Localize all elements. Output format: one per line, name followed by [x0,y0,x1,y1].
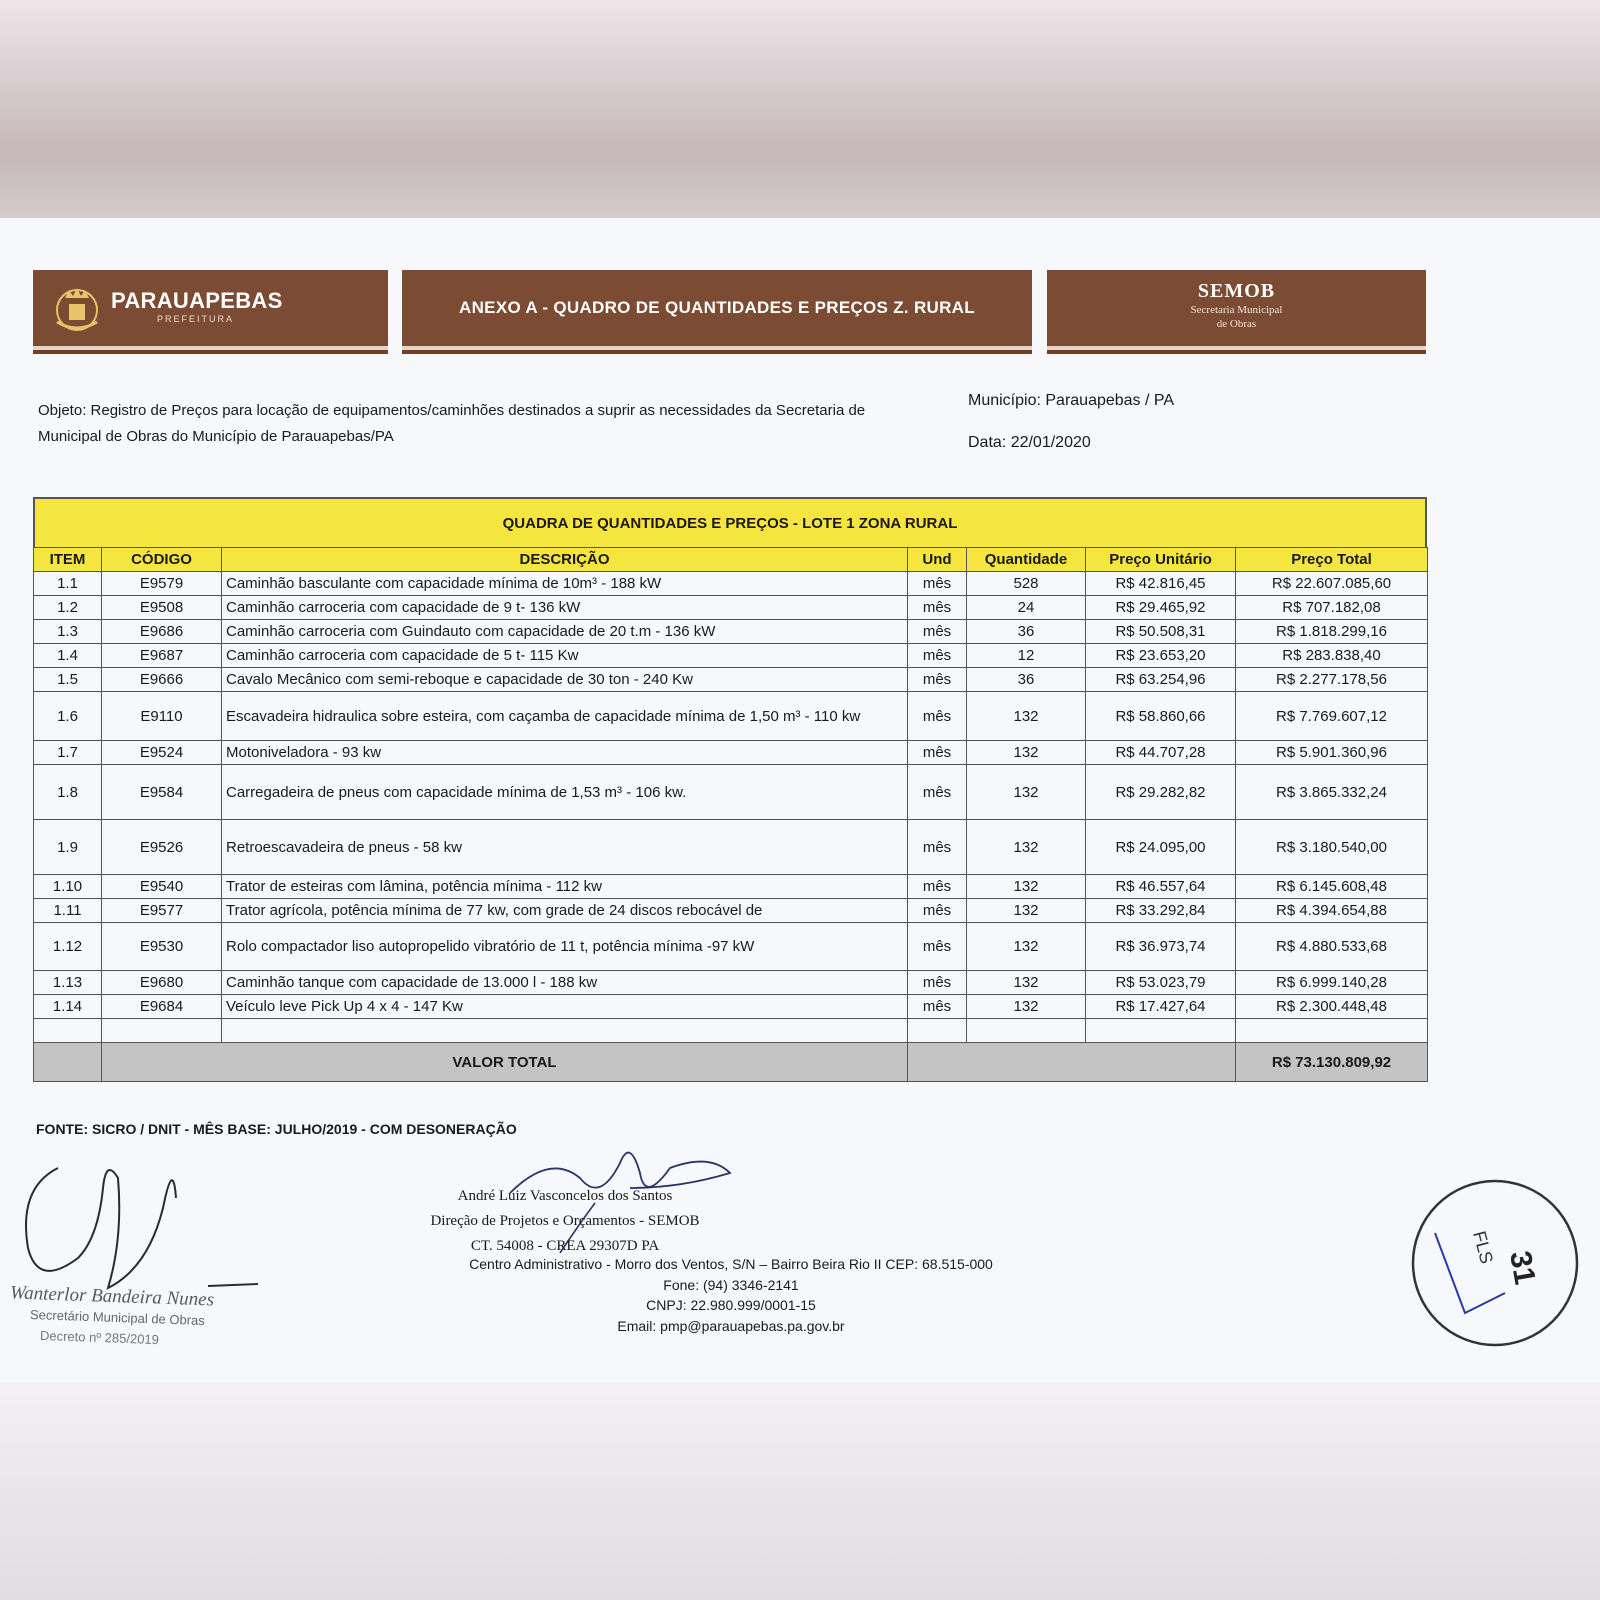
photo-background-bottom [0,1382,1600,1600]
contact-cnpj: CNPJ: 22.980.999/0001-15 [646,1297,816,1313]
table-row [34,899,1428,923]
cell-und: mês [908,668,967,692]
semob-subtitle-2: de Obras [1216,318,1257,330]
table-row [34,765,1428,820]
cell-codigo: E9524 [102,741,222,765]
cell-preco-total: R$ 283.838,40 [1236,644,1428,668]
cell-preco-unitario: R$ 29.282,82 [1086,765,1236,820]
table-row [34,644,1428,668]
table-row [34,572,1428,596]
price-table [33,547,1428,1082]
signer-left-decree: Decreto nº 285/2019 [39,1327,160,1348]
cell-und: mês [908,923,967,971]
cell-quantidade: 24 [967,596,1086,620]
cell-descricao: Caminhão carroceria com Guindauto com capacidade de 20 t.m - 136 kW [222,620,908,644]
cell-preco-total: R$ 7.769.607,12 [1236,692,1428,741]
col-header-preco-total: Preço Total [1236,548,1428,572]
objeto-text: Objeto: Registro de Preços para locação de equipamentos/caminhões destinados a suprir as necessidades da Secretaria de Municipal de Obras do Município de Parauapebas/PA [38,402,866,445]
cell-quantidade: 132 [967,995,1086,1019]
document-page [0,218,1600,1382]
cell-descricao: Trator agrícola, potência mínima de 77 kw, com grade de 24 discos rebocável de [222,899,908,923]
cell-preco-unitario: R$ 29.465,92 [1086,596,1236,620]
signer-left-name: Wanterlor Bandeira Nunes [9,1282,215,1311]
cell-und: mês [908,765,967,820]
cell-item: 1.13 [34,971,102,995]
col-header-und: Und [908,548,967,572]
logo-subtitle: PREFEITURA [157,314,235,324]
cell-preco-total: R$ 1.818.299,16 [1236,620,1428,644]
signer-center-reg: CT. 54008 - CREA 29307D PA [470,1238,660,1254]
cell-item: 1.10 [34,875,102,899]
header-semob-bar [1047,270,1426,350]
document-title: ANEXO A - QUADRO DE QUANTIDADES E PREÇOS Z. RURAL [459,298,975,317]
cell-quantidade: 36 [967,620,1086,644]
cell-codigo: E9508 [102,596,222,620]
cell-quantidade: 528 [967,572,1086,596]
cell-codigo: E9684 [102,995,222,1019]
date-text: Data: 22/01/2020 [968,434,1091,451]
cell-und: mês [908,971,967,995]
cell-item: 1.5 [34,668,102,692]
cell-item: 1.12 [34,923,102,971]
cell-descricao: Motoniveladora - 93 kw [222,741,908,765]
contact-block [418,1254,1044,1336]
table-row [34,971,1428,995]
cell-quantidade: 12 [967,644,1086,668]
municipio-text: Município: Parauapebas / PA [968,392,1175,409]
cell-descricao: Caminhão basculante com capacidade mínima de 10m³ - 188 kW [222,572,908,596]
cell-preco-total: R$ 3.865.332,24 [1236,765,1428,820]
cell-preco-total: R$ 4.394.654,88 [1236,899,1428,923]
cell-codigo: E9530 [102,923,222,971]
stamp-fls-label: FLS [1469,1228,1497,1266]
cell-und: mês [908,875,967,899]
cell-codigo: E9577 [102,899,222,923]
cell-item: 1.7 [34,741,102,765]
contact-email: Email: pmp@parauapebas.pa.gov.br [617,1317,845,1334]
cell-descricao: Caminhão tanque com capacidade de 13.000 l - 188 kw [222,971,908,995]
cell-codigo: E9666 [102,668,222,692]
cell-preco-unitario: R$ 17.427,64 [1086,995,1236,1019]
table-total-row [34,1043,1428,1082]
table-header-row [34,548,1428,572]
cell-item: 1.1 [34,572,102,596]
cell-preco-unitario: R$ 44.707,28 [1086,741,1236,765]
cell-preco-total: R$ 6.145.608,48 [1236,875,1428,899]
cell-preco-unitario: R$ 42.816,45 [1086,572,1236,596]
cell-item: 1.11 [34,899,102,923]
cell-descricao: Rolo compactador liso autopropelido vibratório de 11 t, potência mínima -97 kW [222,923,908,971]
table-row [34,620,1428,644]
cell-item: 1.14 [34,995,102,1019]
page-stamp [1405,1173,1585,1353]
cell-preco-unitario: R$ 24.095,00 [1086,820,1236,875]
cell-preco-total: R$ 6.999.140,28 [1236,971,1428,995]
cell-descricao: Trator de esteiras com lâmina, potência mínima - 112 kw [222,875,908,899]
table-row [34,995,1428,1019]
col-header-item: ITEM [34,548,102,572]
cell-preco-unitario: R$ 36.973,74 [1086,923,1236,971]
cell-descricao: Carregadeira de pneus com capacidade mínima de 1,53 m³ - 106 kw. [222,765,908,820]
col-header-preco-unitario: Preço Unitário [1086,548,1236,572]
cell-preco-total: R$ 2.277.178,56 [1236,668,1428,692]
cell-item: 1.3 [34,620,102,644]
cell-und: mês [908,596,967,620]
table-row [34,875,1428,899]
cell-quantidade: 132 [967,971,1086,995]
cell-preco-unitario: R$ 63.254,96 [1086,668,1236,692]
cell-quantidade: 132 [967,899,1086,923]
cell-codigo: E9584 [102,765,222,820]
fonte-note: FONTE: SICRO / DNIT - MÊS BASE: JULHO/2019 - COM DESONERAÇÃO [36,1121,517,1137]
header-logo-bar [33,270,388,350]
table-row [34,668,1428,692]
cell-codigo: E9686 [102,620,222,644]
cell-quantidade: 132 [967,820,1086,875]
table-row [34,923,1428,971]
cell-codigo: E9579 [102,572,222,596]
cell-preco-total: R$ 4.880.533,68 [1236,923,1428,971]
table-row-empty [34,1019,1428,1043]
cell-und: mês [908,995,967,1019]
meta-block [968,388,1174,472]
contact-address: Centro Administrativo - Morro dos Ventos, S/N – Bairro Beira Rio II CEP: 68.515-000 [469,1256,993,1272]
table-row [34,741,1428,765]
cell-quantidade: 132 [967,692,1086,741]
cell-preco-unitario: R$ 58.860,66 [1086,692,1236,741]
price-table-wrapper [33,497,1427,1082]
table-row [34,596,1428,620]
cell-item: 1.9 [34,820,102,875]
cell-preco-total: R$ 22.607.085,60 [1236,572,1428,596]
cell-item: 1.6 [34,692,102,741]
cell-preco-total: R$ 2.300.448,48 [1236,995,1428,1019]
cell-codigo: E9540 [102,875,222,899]
cell-und: mês [908,820,967,875]
cell-codigo: E9687 [102,644,222,668]
table-row [34,692,1428,741]
cell-und: mês [908,899,967,923]
signer-center-block [400,1184,730,1259]
cell-und: mês [908,741,967,765]
col-header-codigo: CÓDIGO [102,548,222,572]
contact-phone: Fone: (94) 3346-2141 [663,1276,799,1293]
cell-preco-unitario: R$ 53.023,79 [1086,971,1236,995]
cell-descricao: Cavalo Mecânico com semi-reboque e capacidade de 30 ton - 240 Kw [222,668,908,692]
cell-preco-unitario: R$ 33.292,84 [1086,899,1236,923]
cell-descricao: Caminhão carroceria com capacidade de 9 t- 136 kW [222,596,908,620]
crest-icon [47,278,107,338]
cell-preco-unitario: R$ 23.653,20 [1086,644,1236,668]
cell-quantidade: 132 [967,765,1086,820]
cell-quantidade: 132 [967,741,1086,765]
cell-quantidade: 36 [967,668,1086,692]
cell-preco-total: R$ 3.180.540,00 [1236,820,1428,875]
total-blank [34,1043,102,1082]
cell-descricao: Retroescavadeira de pneus - 58 kw [222,820,908,875]
total-blank-2 [908,1043,1236,1082]
total-value: R$ 73.130.809,92 [1236,1043,1428,1082]
cell-item: 1.8 [34,765,102,820]
signer-center-role: Direção de Projetos e Orçamentos - SEMOB [430,1213,700,1229]
signer-left-role: Secretário Municipal de Obras [29,1306,206,1329]
header-title-bar [402,270,1032,350]
cell-codigo: E9110 [102,692,222,741]
cell-codigo: E9526 [102,820,222,875]
logo-name: PARAUAPEBAS [111,288,283,313]
cell-item: 1.2 [34,596,102,620]
signer-center-name: André Luiz Vasconcelos dos Santos [457,1188,673,1204]
cell-und: mês [908,620,967,644]
cell-und: mês [908,644,967,668]
photo-background-top [0,0,1600,218]
stamp-page-number: 31 [1503,1248,1542,1288]
table-row [34,820,1428,875]
cell-descricao: Escavadeira hidraulica sobre esteira, com caçamba de capacidade mínima de 1,50 m³ - 110 kw [222,692,908,741]
total-label: VALOR TOTAL [102,1043,908,1082]
cell-und: mês [908,572,967,596]
cell-item: 1.4 [34,644,102,668]
cell-codigo: E9680 [102,971,222,995]
cell-preco-unitario: R$ 50.508,31 [1086,620,1236,644]
cell-und: mês [908,692,967,741]
semob-title: SEMOB [1197,280,1276,302]
cell-descricao: Veículo leve Pick Up 4 x 4 - 147 Kw [222,995,908,1019]
cell-quantidade: 132 [967,875,1086,899]
col-header-quantidade: Quantidade [967,548,1086,572]
table-caption: QUADRA DE QUANTIDADES E PREÇOS - LOTE 1 ZONA RURAL [33,497,1427,547]
cell-quantidade: 132 [967,923,1086,971]
col-header-descricao: DESCRIÇÃO [222,548,908,572]
semob-subtitle-1: Secretaria Municipal [1190,304,1283,316]
cell-descricao: Caminhão carroceria com capacidade de 5 t- 115 Kw [222,644,908,668]
cell-preco-unitario: R$ 46.557,64 [1086,875,1236,899]
cell-preco-total: R$ 707.182,08 [1236,596,1428,620]
cell-preco-total: R$ 5.901.360,96 [1236,741,1428,765]
